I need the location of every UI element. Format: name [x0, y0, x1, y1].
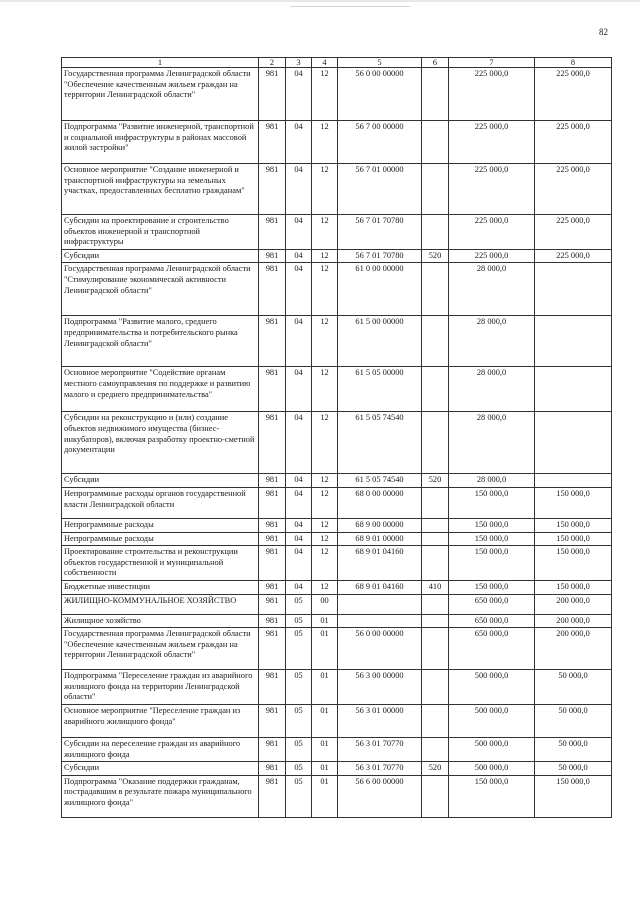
table-row — [62, 367, 612, 412]
row-subsection: 12 — [312, 580, 338, 594]
row-amount-year-2 — [535, 474, 612, 488]
row-target-article: 56 7 01 00000 — [338, 164, 422, 215]
table-row — [62, 487, 612, 518]
row-amount-year-1: 225 000,0 — [449, 164, 535, 215]
row-target-article: 56 7 00 00000 — [338, 121, 422, 164]
row-target-article: 68 9 01 00000 — [338, 532, 422, 546]
table-row — [62, 215, 612, 250]
row-target-article: 56 3 01 70770 — [338, 762, 422, 776]
row-section: 04 — [286, 518, 312, 532]
row-amount-year-1: 500 000,0 — [449, 704, 535, 737]
row-name: Основное мероприятие "Переселение граждан из аварийного жилищного фонда" — [62, 704, 259, 737]
row-ministry-code: 981 — [259, 316, 286, 367]
row-ministry-code: 981 — [259, 775, 286, 817]
row-amount-year-2: 50 000,0 — [535, 762, 612, 776]
row-subsection: 12 — [312, 121, 338, 164]
row-amount-year-2 — [535, 316, 612, 367]
budget-table — [61, 57, 612, 818]
table-row — [62, 164, 612, 215]
row-amount-year-2: 225 000,0 — [535, 249, 612, 263]
row-amount-year-2: 150 000,0 — [535, 487, 612, 518]
row-expense-type — [422, 316, 449, 367]
row-amount-year-1: 650 000,0 — [449, 628, 535, 670]
row-subsection: 12 — [312, 532, 338, 546]
row-expense-type — [422, 546, 449, 581]
row-target-article: 56 3 01 70770 — [338, 737, 422, 761]
row-target-article: 68 9 00 00000 — [338, 518, 422, 532]
row-ministry-code: 981 — [259, 518, 286, 532]
row-expense-type — [422, 628, 449, 670]
row-amount-year-1: 225 000,0 — [449, 68, 535, 121]
table-row — [62, 412, 612, 474]
row-amount-year-1: 28 000,0 — [449, 474, 535, 488]
row-amount-year-1: 500 000,0 — [449, 737, 535, 761]
row-ministry-code: 981 — [259, 532, 286, 546]
row-section: 05 — [286, 704, 312, 737]
header-col-7: 7 — [449, 58, 535, 68]
row-name: Субсидии на реконструкцию и (или) создание объектов недвижимого имущества (бизнес-инкубаторов), включая разработку проектно-сметной документации — [62, 412, 259, 474]
row-amount-year-2 — [535, 412, 612, 474]
row-section: 04 — [286, 487, 312, 518]
row-expense-type: 520 — [422, 762, 449, 776]
row-ministry-code: 981 — [259, 546, 286, 581]
row-subsection: 12 — [312, 546, 338, 581]
row-amount-year-2: 225 000,0 — [535, 164, 612, 215]
row-target-article: 56 0 00 00000 — [338, 68, 422, 121]
row-expense-type — [422, 121, 449, 164]
table-row — [62, 775, 612, 817]
row-ministry-code: 981 — [259, 670, 286, 705]
row-name: Непрограммные расходы — [62, 518, 259, 532]
row-target-article: 56 0 00 00000 — [338, 628, 422, 670]
header-col-2: 2 — [259, 58, 286, 68]
row-subsection: 12 — [312, 518, 338, 532]
row-name: Непрограммные расходы органов государственной власти Ленинградской области — [62, 487, 259, 518]
row-section: 05 — [286, 775, 312, 817]
row-expense-type — [422, 737, 449, 761]
row-target-article: 56 3 01 00000 — [338, 704, 422, 737]
table-row — [62, 474, 612, 488]
row-amount-year-2: 200 000,0 — [535, 614, 612, 628]
row-ministry-code: 981 — [259, 614, 286, 628]
row-amount-year-1: 225 000,0 — [449, 121, 535, 164]
row-section: 04 — [286, 316, 312, 367]
row-target-article: 56 7 01 70780 — [338, 249, 422, 263]
row-expense-type — [422, 487, 449, 518]
row-section: 04 — [286, 412, 312, 474]
row-expense-type: 410 — [422, 580, 449, 594]
row-target-article: 56 6 00 00000 — [338, 775, 422, 817]
row-ministry-code: 981 — [259, 121, 286, 164]
row-amount-year-1: 150 000,0 — [449, 532, 535, 546]
table-row — [62, 628, 612, 670]
row-amount-year-2: 150 000,0 — [535, 775, 612, 817]
row-target-article — [338, 594, 422, 614]
row-ministry-code: 981 — [259, 164, 286, 215]
row-subsection: 12 — [312, 316, 338, 367]
table-row — [62, 532, 612, 546]
row-amount-year-2: 200 000,0 — [535, 594, 612, 614]
table-row — [62, 68, 612, 121]
row-amount-year-2: 225 000,0 — [535, 68, 612, 121]
table-row — [62, 594, 612, 614]
table-row — [62, 670, 612, 705]
row-target-article: 56 7 01 70780 — [338, 215, 422, 250]
row-amount-year-1: 150 000,0 — [449, 487, 535, 518]
row-expense-type — [422, 367, 449, 412]
row-subsection: 12 — [312, 474, 338, 488]
row-ministry-code: 981 — [259, 594, 286, 614]
row-expense-type — [422, 68, 449, 121]
row-amount-year-2: 50 000,0 — [535, 704, 612, 737]
row-name: ЖИЛИЩНО-КОММУНАЛЬНОЕ ХОЗЯЙСТВО — [62, 594, 259, 614]
row-amount-year-2: 225 000,0 — [535, 215, 612, 250]
row-name: Государственная программа Ленинградской области "Стимулирование экономической активности Ленинградской области" — [62, 263, 259, 316]
row-expense-type: 520 — [422, 249, 449, 263]
row-subsection: 12 — [312, 367, 338, 412]
row-target-article: 68 9 01 04160 — [338, 546, 422, 581]
row-section: 04 — [286, 474, 312, 488]
row-name: Бюджетные инвестиции — [62, 580, 259, 594]
row-expense-type — [422, 775, 449, 817]
row-target-article: 61 5 05 00000 — [338, 367, 422, 412]
row-subsection: 12 — [312, 164, 338, 215]
row-amount-year-1: 150 000,0 — [449, 775, 535, 817]
row-subsection: 00 — [312, 594, 338, 614]
row-amount-year-1: 650 000,0 — [449, 614, 535, 628]
row-amount-year-2: 150 000,0 — [535, 546, 612, 581]
row-name: Подпрограмма "Переселение граждан из аварийного жилищного фонда на территории Ленинградской области" — [62, 670, 259, 705]
row-amount-year-2: 225 000,0 — [535, 121, 612, 164]
row-amount-year-2: 50 000,0 — [535, 737, 612, 761]
row-ministry-code: 981 — [259, 580, 286, 594]
row-target-article: 61 5 05 74540 — [338, 412, 422, 474]
row-ministry-code: 981 — [259, 474, 286, 488]
row-expense-type — [422, 518, 449, 532]
row-name: Субсидии — [62, 762, 259, 776]
table-row — [62, 546, 612, 581]
row-target-article: 61 5 00 00000 — [338, 316, 422, 367]
row-name: Субсидии на проектирование и строительство объектов инженерной и транспортной инфраструктуры — [62, 215, 259, 250]
row-amount-year-1: 650 000,0 — [449, 594, 535, 614]
row-name: Основное мероприятие "Создание инженерной и транспортной инфраструктуры на земельных участках, предоставленных бесплатно гражданам" — [62, 164, 259, 215]
row-section: 04 — [286, 215, 312, 250]
row-expense-type — [422, 670, 449, 705]
row-section: 04 — [286, 249, 312, 263]
row-subsection: 12 — [312, 215, 338, 250]
row-section: 04 — [286, 164, 312, 215]
row-amount-year-2: 150 000,0 — [535, 518, 612, 532]
row-amount-year-2 — [535, 263, 612, 316]
row-name: Основное мероприятие "Содействие органам местного самоуправления по поддержке и развитию малого и среднего предпринимательства" — [62, 367, 259, 412]
row-amount-year-2: 150 000,0 — [535, 532, 612, 546]
table-row — [62, 316, 612, 367]
row-subsection: 01 — [312, 762, 338, 776]
row-name: Непрограммные расходы — [62, 532, 259, 546]
row-ministry-code: 981 — [259, 704, 286, 737]
row-name: Государственная программа Ленинградской области "Обеспечение качественным жильем граждан на территории Ленинградской области" — [62, 628, 259, 670]
row-name: Подпрограмма "Развитие малого, среднего предпринимательства и потребительского рынка Ленинградской области" — [62, 316, 259, 367]
row-amount-year-1: 500 000,0 — [449, 762, 535, 776]
table-header-row — [62, 58, 612, 68]
row-target-article — [338, 614, 422, 628]
row-name: Жилищное хозяйство — [62, 614, 259, 628]
table-body — [62, 58, 612, 818]
row-ministry-code: 981 — [259, 263, 286, 316]
row-section: 05 — [286, 594, 312, 614]
table-row — [62, 263, 612, 316]
row-section: 04 — [286, 580, 312, 594]
scan-artifact-line — [290, 6, 410, 7]
row-ministry-code: 981 — [259, 737, 286, 761]
table-row — [62, 518, 612, 532]
row-subsection: 12 — [312, 249, 338, 263]
row-amount-year-1: 500 000,0 — [449, 670, 535, 705]
row-section: 04 — [286, 532, 312, 546]
row-ministry-code: 981 — [259, 762, 286, 776]
row-name: Субсидии — [62, 474, 259, 488]
row-subsection: 01 — [312, 737, 338, 761]
row-subsection: 12 — [312, 487, 338, 518]
row-expense-type — [422, 164, 449, 215]
row-target-article: 68 9 01 04160 — [338, 580, 422, 594]
row-expense-type — [422, 704, 449, 737]
row-subsection: 12 — [312, 68, 338, 121]
header-col-4: 4 — [312, 58, 338, 68]
row-expense-type — [422, 263, 449, 316]
row-expense-type — [422, 215, 449, 250]
row-target-article: 56 3 00 00000 — [338, 670, 422, 705]
table-row — [62, 704, 612, 737]
row-section: 04 — [286, 546, 312, 581]
row-subsection: 01 — [312, 670, 338, 705]
row-amount-year-1: 28 000,0 — [449, 412, 535, 474]
row-section: 04 — [286, 68, 312, 121]
table-row — [62, 614, 612, 628]
row-amount-year-2 — [535, 367, 612, 412]
row-expense-type — [422, 532, 449, 546]
row-amount-year-1: 225 000,0 — [449, 215, 535, 250]
row-subsection: 01 — [312, 628, 338, 670]
row-section: 04 — [286, 367, 312, 412]
row-name: Субсидии — [62, 249, 259, 263]
row-amount-year-1: 150 000,0 — [449, 580, 535, 594]
row-name: Подпрограмма "Оказание поддержки гражданам, пострадавшим в результате пожара муниципального жилищного фонда" — [62, 775, 259, 817]
page-number: 82 — [599, 27, 608, 37]
row-section: 05 — [286, 614, 312, 628]
row-expense-type — [422, 412, 449, 474]
row-section: 05 — [286, 628, 312, 670]
row-amount-year-1: 150 000,0 — [449, 546, 535, 581]
row-ministry-code: 981 — [259, 487, 286, 518]
table-row — [62, 121, 612, 164]
row-ministry-code: 981 — [259, 68, 286, 121]
row-ministry-code: 981 — [259, 628, 286, 670]
row-ministry-code: 981 — [259, 215, 286, 250]
table-row — [62, 249, 612, 263]
row-amount-year-2: 150 000,0 — [535, 580, 612, 594]
header-col-1: 1 — [62, 58, 259, 68]
row-name: Подпрограмма "Развитие инженерной, транспортной и социальной инфраструктуры в районах массовой жилой застройки" — [62, 121, 259, 164]
row-target-article: 61 0 00 00000 — [338, 263, 422, 316]
scan-top-edge — [0, 0, 640, 2]
row-amount-year-2: 50 000,0 — [535, 670, 612, 705]
row-subsection: 12 — [312, 263, 338, 316]
row-amount-year-1: 28 000,0 — [449, 367, 535, 412]
row-ministry-code: 981 — [259, 412, 286, 474]
row-target-article: 68 0 00 00000 — [338, 487, 422, 518]
row-amount-year-1: 150 000,0 — [449, 518, 535, 532]
header-col-5: 5 — [338, 58, 422, 68]
row-expense-type — [422, 614, 449, 628]
row-name: Государственная программа Ленинградской области "Обеспечение качественным жильем граждан на территории Ленинградской области" — [62, 68, 259, 121]
table-row — [62, 580, 612, 594]
row-ministry-code: 981 — [259, 249, 286, 263]
row-section: 04 — [286, 263, 312, 316]
row-amount-year-1: 28 000,0 — [449, 316, 535, 367]
header-col-6: 6 — [422, 58, 449, 68]
row-expense-type: 520 — [422, 474, 449, 488]
row-expense-type — [422, 594, 449, 614]
row-amount-year-2: 200 000,0 — [535, 628, 612, 670]
row-section: 04 — [286, 121, 312, 164]
header-col-3: 3 — [286, 58, 312, 68]
row-subsection: 01 — [312, 614, 338, 628]
table-row — [62, 762, 612, 776]
table-row — [62, 737, 612, 761]
row-name: Проектирование строительства и реконструкции объектов государственной и муниципальной собственности — [62, 546, 259, 581]
row-subsection: 01 — [312, 775, 338, 817]
row-amount-year-1: 28 000,0 — [449, 263, 535, 316]
row-ministry-code: 981 — [259, 367, 286, 412]
row-section: 05 — [286, 762, 312, 776]
row-section: 05 — [286, 737, 312, 761]
row-subsection: 01 — [312, 704, 338, 737]
row-section: 05 — [286, 670, 312, 705]
header-col-8: 8 — [535, 58, 612, 68]
row-amount-year-1: 225 000,0 — [449, 249, 535, 263]
row-subsection: 12 — [312, 412, 338, 474]
row-name: Субсидии на переселение граждан из аварийного жилищного фонда — [62, 737, 259, 761]
row-target-article: 61 5 05 74540 — [338, 474, 422, 488]
